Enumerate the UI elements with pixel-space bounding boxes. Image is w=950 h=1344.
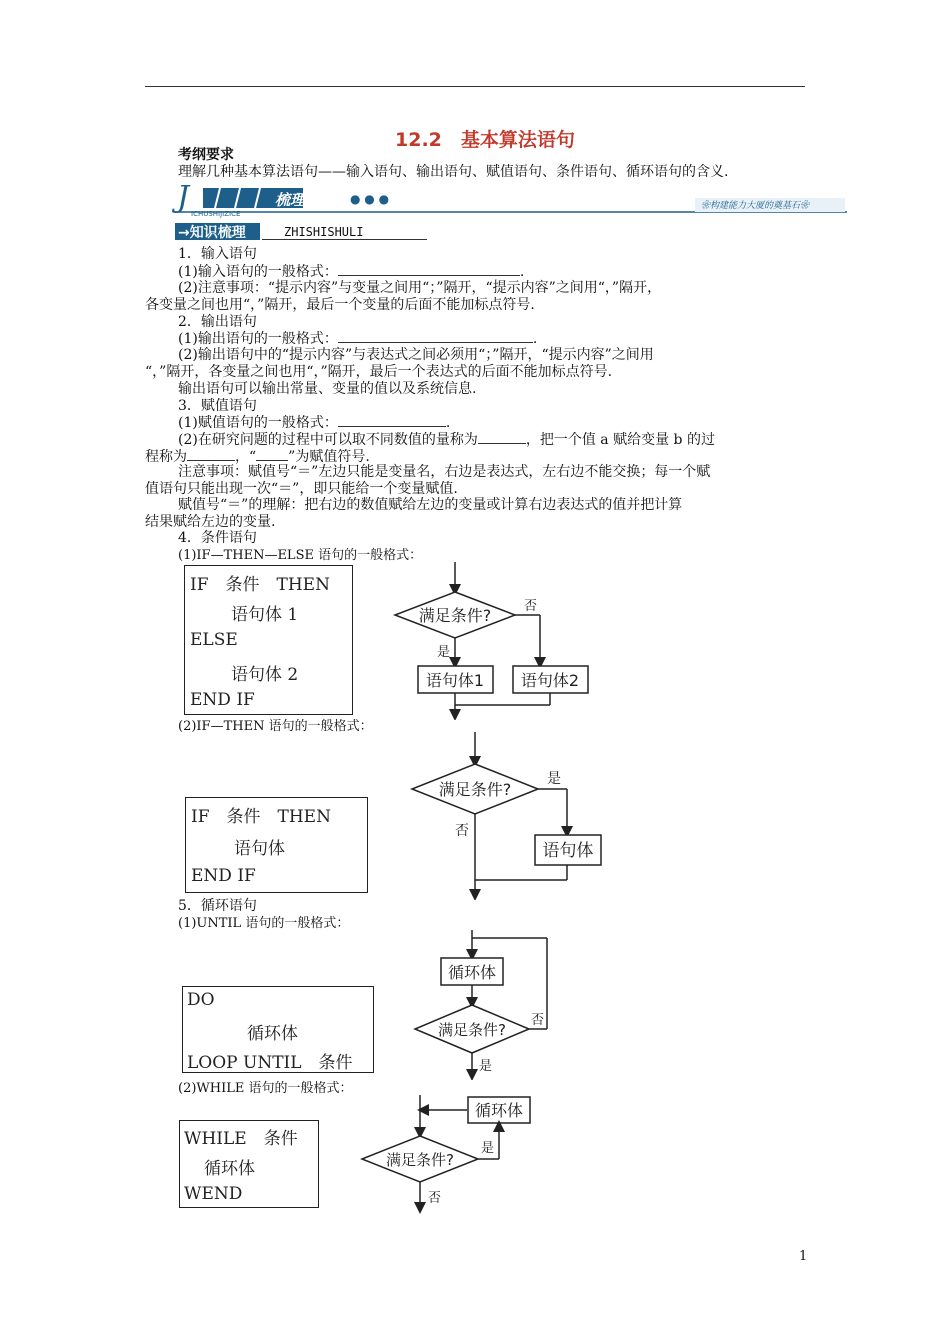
requirements-text: 理解几种基本算法语句——输入语句、输出语句、赋值语句、条件语句、循环语句的含义. (178, 164, 729, 180)
s2-line4: 输出语句可以输出常量、变量的值以及系统信息. (178, 381, 477, 397)
page-title: 12.2 基本算法语句 (395, 129, 575, 151)
condition-label: 满足条件? (438, 780, 512, 799)
section-banner (175, 180, 847, 218)
code-line: ELSE (190, 630, 238, 650)
yes-label: 是 (437, 645, 451, 660)
code-line: 语句体 2 (231, 665, 299, 685)
s5-heading: 5．循环语句 (178, 898, 257, 914)
no-label: 否 (524, 599, 538, 614)
banner-pinyin: ICHUSHIJIZICE (191, 210, 241, 218)
condition-label: 满足条件? (418, 606, 492, 625)
s1-line3: 各变量之间也用“，”隔开，最后一个变量的后面不能加标点符号. (145, 297, 535, 313)
code-box-if-then-else (184, 565, 353, 715)
code-line: END IF (190, 690, 255, 710)
yes-label: 是 (547, 771, 561, 787)
yes-label: 是 (481, 1141, 495, 1156)
code-line: WHILE 条件 (184, 1129, 298, 1149)
section-label: →知识梳理 (178, 225, 246, 241)
code-line: IF 条件 THEN (190, 575, 330, 595)
code-line: 循环体 (247, 1024, 298, 1044)
banner-slogan: ❀构建能力大厦的奠基石❀ (701, 201, 810, 211)
section-pinyin: ZHISHISHULI (284, 225, 364, 239)
s1-line2: (2)注意事项：“提示内容”与变量之间用“；”隔开，“提示内容”之间用“，”隔开， (178, 280, 662, 296)
body2-label: 语句体2 (520, 671, 580, 690)
s2-heading: 2．输出语句 (178, 314, 257, 330)
banner-title: 梳理自测 (275, 191, 336, 209)
s3-line4: 注意事项：赋值号“＝”左边只能是变量名，右边是表达式，左右边不能交换；每一个赋 (178, 464, 711, 480)
loop-body-label: 循环体 (447, 963, 497, 982)
requirements-heading: 考纲要求 (178, 147, 234, 163)
code-line: DO (187, 990, 215, 1010)
s4-line2: (2)IF—THEN 语句的一般格式： (178, 719, 373, 734)
code-box-if-then (185, 797, 368, 893)
flowchart-while (355, 1090, 540, 1215)
code-line: 循环体 (204, 1159, 255, 1179)
page-number: 1 (799, 1249, 808, 1264)
body1-label: 语句体1 (425, 671, 485, 690)
no-label: 否 (428, 1191, 442, 1206)
code-line: END IF (191, 866, 256, 886)
code-line: 语句体 (234, 839, 285, 859)
flowchart-if-then-else (390, 560, 600, 720)
yes-label: 是 (479, 1059, 493, 1074)
no-label: 否 (455, 823, 469, 839)
s3-line5: 值语句只能出现一次“＝”，即只能给一个变量赋值. (145, 481, 458, 497)
s2-line1: (1)输出语句的一般格式： . (178, 331, 538, 347)
condition-label: 满足条件? (438, 1021, 506, 1039)
banner-initial: J (177, 180, 190, 215)
s3-line1: (1)赋值语句的一般格式： . (178, 415, 451, 431)
loop-body-label: 循环体 (474, 1101, 524, 1120)
flowchart-until (405, 925, 565, 1080)
section-rule (262, 239, 427, 240)
code-line: LOOP UNTIL 条件 (187, 1053, 353, 1073)
s2-line2: (2)输出语句中的“提示内容”与表达式之间必须用“；”隔开，“提示内容”之间用 (178, 347, 654, 363)
s3-line6: 赋值号“＝”的理解：把右边的数值赋给左边的变量或计算右边表达式的值并把计算 (178, 497, 683, 513)
s3-line2: (2)在研究问题的过程中可以取不同数值的量称为 ，把一个值 a 赋给变量 b 的过 (178, 432, 715, 448)
s3-line7: 结果赋给左边的变量. (145, 514, 276, 530)
s1-line1: (1)输入语句的一般格式： . (178, 264, 525, 280)
s4-heading: 4．条件语句 (178, 530, 257, 546)
body-label: 语句体 (542, 841, 594, 861)
s3-heading: 3．赋值语句 (178, 398, 257, 414)
s1-heading: 1．输入语句 (178, 246, 257, 262)
s4-line1: (1)IF—THEN—ELSE 语句的一般格式： (178, 548, 423, 563)
code-line: WEND (184, 1184, 243, 1204)
s5-line1: (1)UNTIL 语句的一般格式： (178, 916, 350, 931)
code-box-while (179, 1120, 319, 1208)
code-box-until (182, 986, 374, 1073)
s2-line3: “，”隔开，各变量之间也用“，”隔开，最后一个表达式的后面不能加标点符号. (145, 364, 613, 380)
header-rule (145, 86, 805, 87)
s3-line3: 程称为 ，“ ”为赋值符号. (145, 449, 370, 465)
code-line: IF 条件 THEN (191, 807, 331, 827)
no-label: 否 (531, 1013, 545, 1028)
banner-dots: ● ● ● (350, 192, 390, 206)
flowchart-if-then (405, 730, 610, 900)
condition-label: 满足条件? (386, 1151, 454, 1169)
s5-line2: (2)WHILE 语句的一般格式： (178, 1081, 353, 1096)
code-line: 语句体 1 (231, 605, 299, 625)
